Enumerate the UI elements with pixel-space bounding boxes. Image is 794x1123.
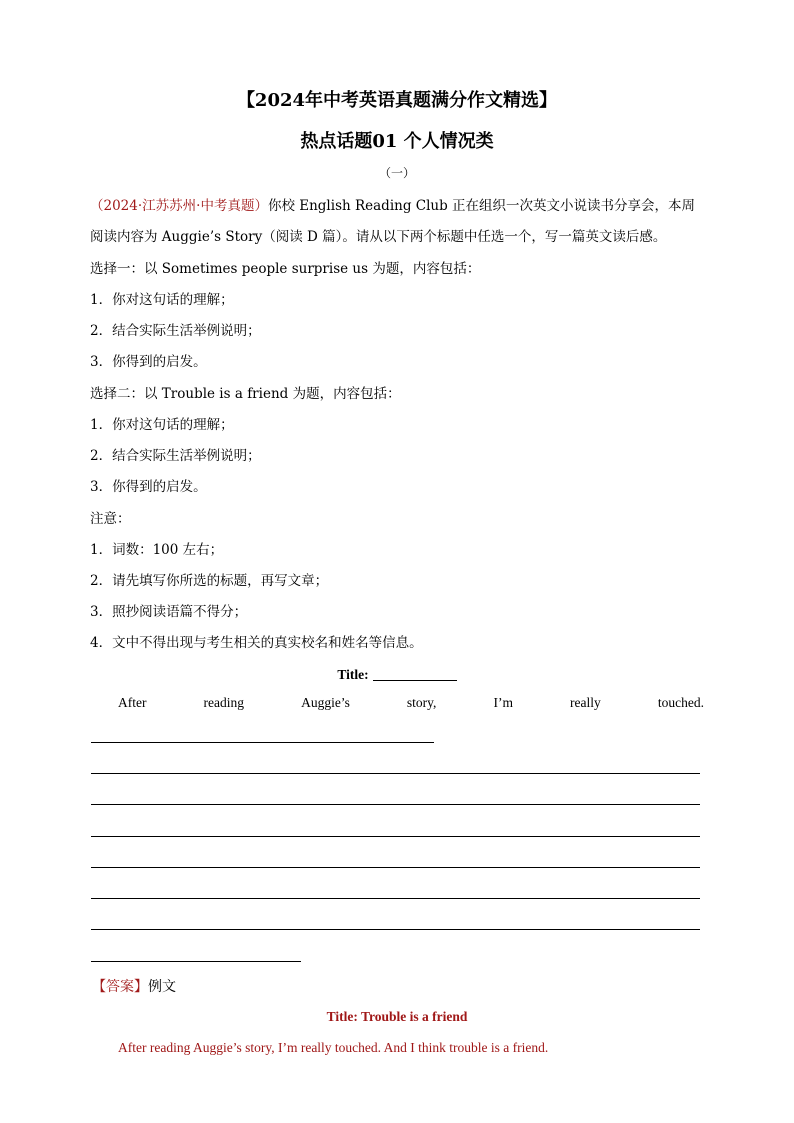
prompt-text: 你校 English Reading Club 正在组织一次英文小说读书分享会，本周阅读内容为 Auggie’s Story（阅读 D 篇）。请从以下两个标题中任选一个，写一篇英文读后感。 — [90, 198, 696, 245]
essay-start-line — [118, 695, 704, 711]
answer-label: 例文 — [148, 979, 176, 995]
writing-line[interactable] — [91, 898, 700, 899]
start-word: touched. — [657, 695, 704, 710]
start-word: I’m — [493, 695, 513, 710]
note-item: 4．文中不得出现与考生相关的真实校名和姓名等信息。 — [90, 635, 423, 651]
writing-line[interactable] — [91, 929, 700, 930]
section-number: （一） — [378, 166, 415, 180]
writing-line[interactable] — [91, 773, 700, 774]
start-word: After — [118, 695, 147, 710]
writing-line[interactable] — [91, 804, 700, 805]
answer-bracket: 【答案】 — [92, 979, 148, 995]
start-word: reading — [203, 695, 245, 710]
notes-title: 注意： — [90, 511, 131, 527]
option1-item: 3．你得到的启发。 — [90, 354, 207, 370]
document-subtitle: 热点话题01 个人情况类 — [300, 131, 494, 152]
writing-line[interactable] — [91, 836, 700, 837]
option1-title: 选择一：以 Sometimes people surprise us 为题，内容包括： — [90, 261, 481, 277]
option1-item: 2．结合实际生活举例说明； — [90, 323, 261, 339]
option2-title: 选择二：以 Trouble is a friend 为题，内容包括： — [90, 386, 401, 402]
option1-item: 1．你对这句话的理解； — [90, 292, 234, 308]
source-tag: （2024·江苏苏州·中考真题） — [90, 198, 268, 214]
start-word: really — [570, 695, 601, 710]
answer-heading — [92, 976, 176, 996]
option2-item: 1．你对这句话的理解； — [90, 417, 234, 433]
option2-item: 3．你得到的启发。 — [90, 479, 207, 495]
writing-line[interactable] — [91, 742, 434, 743]
option2-item: 2．结合实际生活举例说明； — [90, 448, 261, 464]
title-blank-line — [0, 666, 794, 683]
writing-line[interactable] — [91, 867, 700, 868]
writing-line[interactable] — [91, 961, 301, 962]
prompt-intro — [90, 191, 706, 253]
start-word: Auggie’s — [301, 695, 350, 710]
start-word: story, — [406, 695, 437, 710]
title-blank[interactable] — [373, 666, 457, 681]
sample-title: Title: Trouble is a friend — [326, 1009, 468, 1024]
document-title: 【2024年中考英语真题满分作文精选】 — [236, 90, 558, 111]
note-item: 1．词数：100 左右； — [90, 542, 224, 558]
title-label: Title: — [337, 667, 369, 682]
note-item: 2．请先填写你所选的标题，再写文章； — [90, 573, 329, 589]
note-item: 3．照抄阅读语篇不得分； — [90, 604, 248, 620]
sample-essay-line: After reading Auggie’s story, I’m really touched. And I think trouble is a friend. — [118, 1040, 549, 1055]
